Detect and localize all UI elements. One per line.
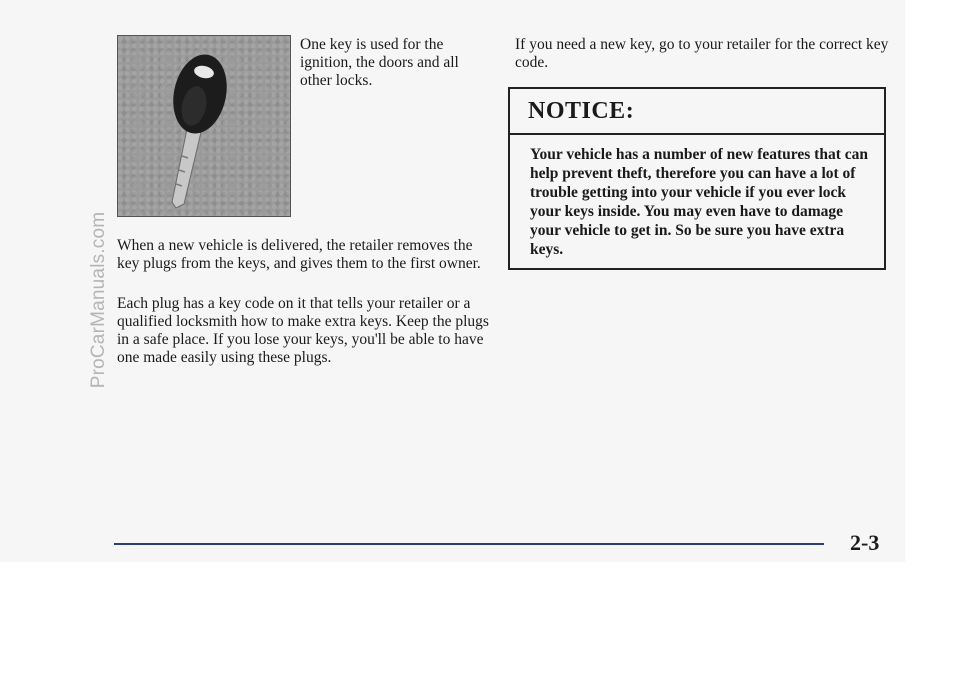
key-caption: One key is used for the ignition, the doors and all other locks. bbox=[300, 36, 459, 89]
notice-heading: NOTICE: bbox=[528, 97, 635, 124]
notice-header bbox=[510, 89, 884, 135]
key-icon bbox=[118, 36, 290, 216]
notice-box bbox=[508, 87, 886, 270]
watermark-text: ProCarManuals.com bbox=[88, 211, 109, 389]
page-number: 2-3 bbox=[850, 530, 880, 555]
new-key-paragraph: If you need a new key, go to your retailer for the correct key code. bbox=[515, 36, 889, 71]
notice-body: Your vehicle has a number of new features that can help prevent theft, therefore you can have a lot of trouble getting into your vehicle if you ever lock your keys inside. You may even have to damage your vehicle to get in. So be sure you have extra keys. bbox=[530, 146, 868, 258]
footer-rule bbox=[114, 543, 824, 545]
key-photo bbox=[117, 35, 291, 217]
watermark bbox=[84, 200, 114, 400]
delivery-paragraph: When a new vehicle is delivered, the retailer removes the key plugs from the keys, and gives them to the first owner. bbox=[117, 237, 481, 272]
plug-paragraph: Each plug has a key code on it that tells your retailer or a qualified locksmith how to make extra keys. Keep the plugs in a safe place. If you lose your keys, you'll be able to have one made easily using these plugs. bbox=[117, 295, 489, 366]
